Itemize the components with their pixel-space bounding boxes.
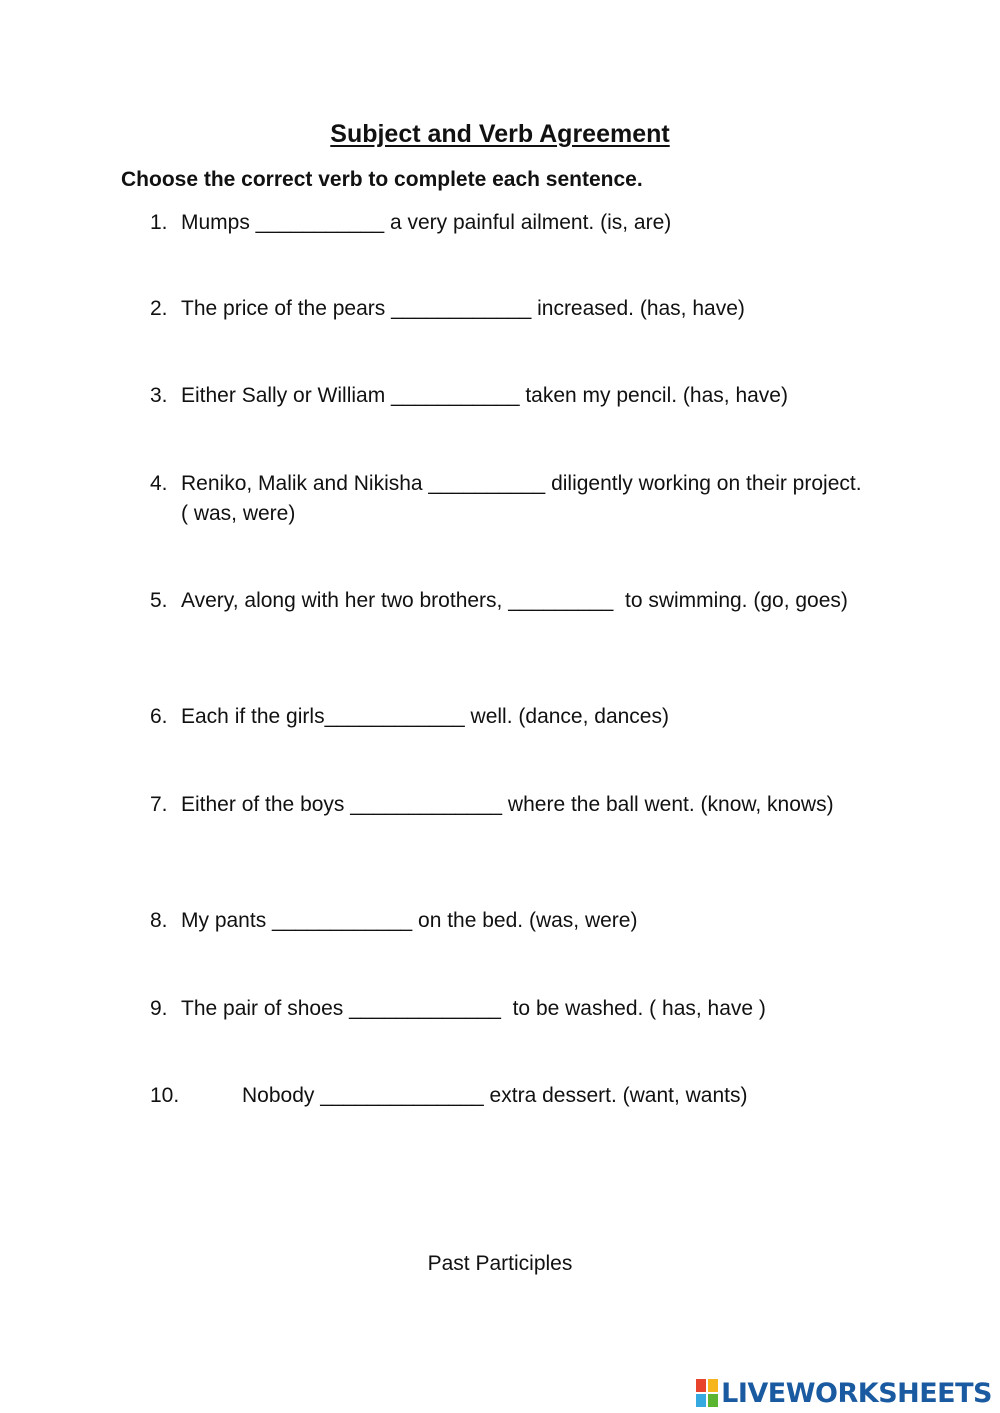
question-number: 8. bbox=[150, 909, 168, 932]
question-7 bbox=[150, 790, 870, 820]
liveworksheets-logo-icon bbox=[696, 1379, 718, 1407]
question-6 bbox=[150, 702, 870, 732]
question-text: Avery, along with her two brothers, _________ to swimming. (go, goes) bbox=[181, 589, 848, 612]
question-text: Each if the girls____________ well. (dance, dances) bbox=[181, 705, 669, 728]
question-text: The price of the pears ____________ increased. (has, have) bbox=[181, 297, 745, 320]
logo-text: LIVEWORKSHEETS bbox=[721, 1377, 992, 1409]
question-text: The pair of shoes _____________ to be washed. ( has, have ) bbox=[181, 997, 766, 1020]
question-text: Nobody ______________ extra dessert. (want, wants) bbox=[242, 1084, 748, 1107]
question-number: 4. bbox=[150, 472, 168, 495]
liveworksheets-logo bbox=[696, 1375, 992, 1411]
question-10 bbox=[150, 1081, 870, 1111]
instructions: Choose the correct verb to complete each sentence. bbox=[121, 168, 643, 191]
worksheet-title: Subject and Verb Agreement bbox=[330, 120, 670, 148]
question-number: 6. bbox=[150, 705, 168, 728]
question-number: 9. bbox=[150, 997, 168, 1020]
question-text: Mumps ___________ a very painful ailment. (is, are) bbox=[181, 211, 672, 234]
question-number: 5. bbox=[150, 589, 168, 612]
question-number: 7. bbox=[150, 793, 168, 816]
question-4 bbox=[150, 469, 870, 529]
question-5 bbox=[150, 586, 870, 616]
question-9 bbox=[150, 994, 870, 1024]
question-text: Either of the boys _____________ where the ball went. (know, knows) bbox=[181, 793, 834, 816]
question-text: Either Sally or William ___________ taken my pencil. (has, have) bbox=[181, 384, 788, 407]
question-2 bbox=[150, 294, 870, 324]
footer-section-label: Past Participles bbox=[427, 1252, 573, 1275]
question-8 bbox=[150, 906, 870, 936]
question-number: 10. bbox=[150, 1084, 180, 1107]
question-number: 2. bbox=[150, 297, 168, 320]
question-1 bbox=[150, 208, 870, 238]
question-number: 1. bbox=[150, 211, 168, 234]
question-text: Reniko, Malik and Nikisha __________ diligently working on their project. ( was, were) bbox=[181, 472, 868, 525]
question-number: 3. bbox=[150, 384, 168, 407]
question-3 bbox=[150, 381, 870, 411]
question-text: My pants ____________ on the bed. (was, were) bbox=[181, 909, 638, 932]
